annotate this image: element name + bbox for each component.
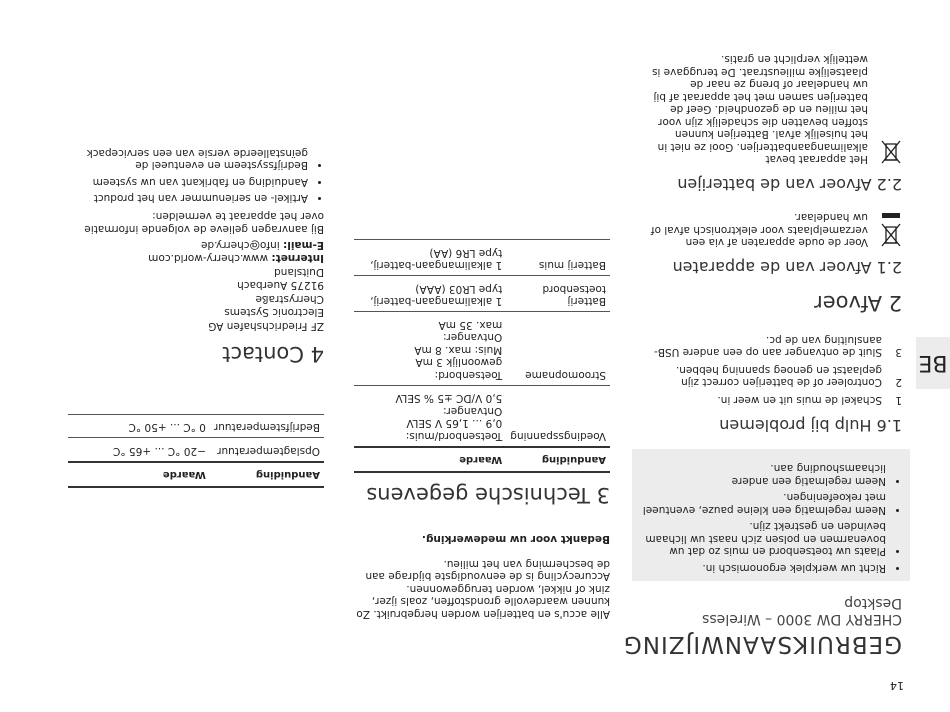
tech-data-table: [354, 240, 610, 474]
doc-subtitle: CHERRY DW 3000 – Wireless Desktop: [702, 595, 902, 627]
section-heading: 2.2 Afvoer van de batterijen: [677, 175, 902, 195]
section-heading: 4 Contact: [222, 342, 324, 366]
table-row: Stroomopname Toetsenbord: gewoonlijk 3 mA Muis: max. 8 mA Ontvanger: max. 35 mA: [354, 312, 610, 386]
section-heading: 3 Technische gegevens: [366, 483, 610, 507]
column-header: Waarde: [354, 447, 506, 472]
doc-title: GEBRUIKSAANWIJZING: [622, 631, 902, 657]
list-item: • Richt uw werkplek ergonomisch in.: [640, 562, 886, 575]
table-row: Bedrijfstemperatuur 0 °C ... +50 °C: [68, 415, 324, 439]
disposal-text: Voer de oude apparaten af via een verzamelplaats voor elektronisch afval of uw handelaar.: [650, 211, 868, 249]
list-item: • Plaats uw toetsenbord en muis zo dat uw bovenarmen en polsen zich naast uw lichaam bevinden en gestrekt zijn.: [640, 520, 886, 558]
column-header: Aanduiding: [506, 447, 610, 472]
email-link[interactable]: info@cherry.de: [200, 239, 284, 251]
page-number: 14: [890, 679, 904, 692]
language-tab: BE: [916, 337, 950, 389]
middle-column: [354, 240, 610, 621]
recycling-text: Alle accu's en batterijen worden hergebruikt. Zo kunnen waardevolle grondstoffen, zoals ijzer, zink of nikkel, worden teruggewonnen. Accurecycling is de eenvoudigste bijdrage aan de bescherming van het milieu.: [356, 558, 610, 620]
request-list: [68, 147, 324, 205]
list-item: 2 Controleer of de batterijen correct zijn geplaatst en genoeg spanning hebben.: [675, 364, 902, 389]
column-header: Aanduiding: [210, 462, 324, 487]
section-heading: 2 Afvoer: [814, 291, 902, 316]
table-row: Batterij muis 1 alkalimangaan-batterij, type LR6 (AA): [354, 240, 610, 276]
thanks-text: Bedankt voor uw medewerking.: [421, 533, 610, 546]
internet-line: Internet: www.cherry-world.com: [148, 252, 324, 265]
website-link[interactable]: www.cherry-world.com: [148, 252, 272, 265]
list-item: • Neem regelmatig een kleine pauze, eventueel met rekoefeningen.: [640, 491, 886, 516]
section-heading: 2.1 Afvoer van de apparaten: [672, 258, 902, 278]
right-column: [68, 143, 324, 489]
crossed-bin-icon: [880, 209, 902, 249]
environment-table: [68, 414, 324, 488]
list-item: • Bedrijfssysteem en eventueel de geïnstalleerde versie van een servicepack: [68, 147, 308, 172]
left-column: [622, 45, 902, 657]
email-line: E-mail: info@cherry.de: [200, 239, 324, 251]
list-item: 1 Schakel de muis uit en weer in.: [717, 394, 902, 406]
crossed-bin-icon: [880, 136, 902, 166]
column-header: Waarde: [68, 462, 210, 487]
table-row: Batterij toetsenbord 1 alkalimangaan-batterij, type LR03 (AAA): [354, 276, 610, 312]
ergonomics-box: [632, 449, 910, 581]
list-item: 3 Sluit de ontvanger aan op een andere USB-aansluiting van de pc.: [654, 334, 902, 359]
battery-disposal-text: Het apparaat bevat alkalimangaanbatterijen. Gooi ze niet in het huiselijk afval. Batterijen kunnen stoffen bevatten die schadelijk zijn voor het milieu en de gezondheid. Geef de batterijen samen met het apparaat af bij uw handelaar of breng ze naar de plaatselijke milieustraat. De teruggave is wettelijk verplicht en gratis.: [651, 53, 868, 166]
table-row: Opslagtemperatuur −20 °C ... +65 °C: [68, 438, 324, 462]
troubleshoot-list: [640, 334, 902, 407]
list-item: • Artikel- en serienummer van het product: [68, 192, 308, 205]
list-item: • Neem regelmatig een andere lichaamshouding aan.: [640, 462, 886, 487]
list-item: • Aanduiding en fabrikant van uw systeem: [68, 176, 308, 189]
section-heading: 1.6 Hulp bij problemen: [719, 416, 902, 435]
table-row: Voedingsspanning Toetsenbord/muis: 0,9 ... 1,65 V SELV Ontvanger: 5,0 V/DC ±5 % SELV: [354, 386, 610, 448]
contact-block: ZF Friedrichshafen AG Electronic Systems Cherrystraße 91275 Auerbach Duitsland Internet: www.cherry-world.com E-mail: info@cherry.de Bij aanvragen gelieve de volgende informatie over het apparaat te vermelden:: [68, 209, 324, 333]
